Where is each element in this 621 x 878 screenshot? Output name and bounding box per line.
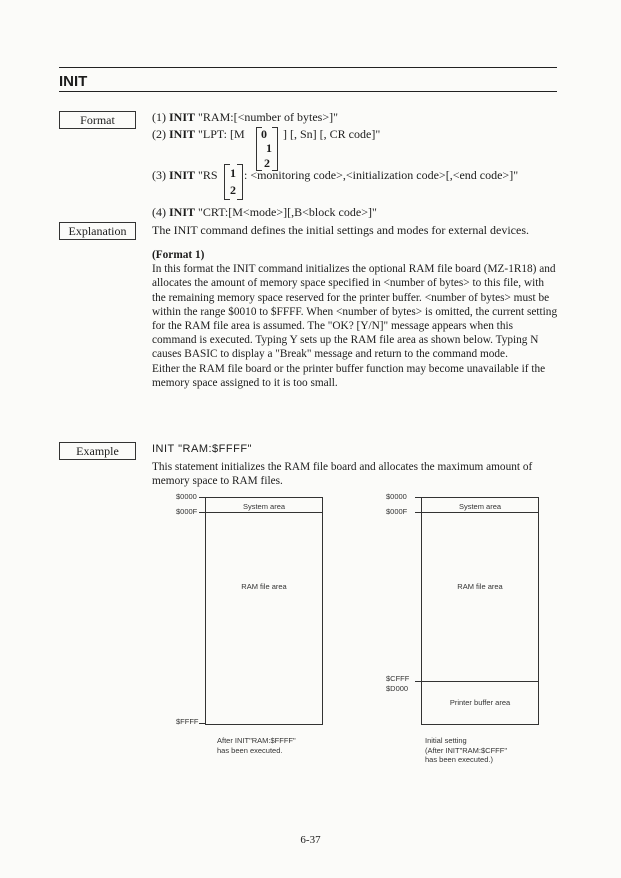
right-tick-cfff	[415, 681, 421, 682]
section-title: INIT	[59, 73, 88, 90]
format-2: (2) INIT "LPT: [M	[152, 127, 245, 141]
format-2-brace-left	[256, 127, 262, 171]
right-addr-0000: $0000	[386, 492, 407, 501]
left-addr-000f: $000F	[176, 507, 198, 516]
left-system-area: System area	[242, 502, 286, 511]
format-3-rest: : <monitoring code>,<initialization code>[,<end code>]"	[244, 168, 519, 182]
explanation-intro: The INIT command defines the initial settings and modes for external devices.	[152, 223, 529, 237]
explanation-body	[152, 248, 560, 390]
format-2-brace-right	[272, 127, 278, 171]
top-rule	[59, 67, 557, 68]
format-label: Format	[59, 111, 136, 129]
right-memory-map	[421, 497, 539, 725]
example-code: INIT "RAM:$FFFF"	[152, 443, 252, 455]
format-1: (1) INIT "RAM:[<number of bytes>]"	[152, 110, 338, 124]
right-addr-cfff: $CFFF	[386, 674, 410, 683]
format-2-option-0: 0	[261, 127, 267, 141]
left-tick-0000	[199, 497, 205, 498]
format-3-option-1: 1	[230, 166, 236, 180]
left-tick-000f	[199, 512, 205, 513]
page-number: 6-37	[300, 834, 321, 846]
explanation-label: Explanation	[59, 222, 136, 240]
left-caption: After INIT"RAM:$FFFF" has been executed.	[217, 736, 296, 755]
title-rule	[59, 91, 557, 92]
example-description: This statement initializes the RAM file board and allocates the maximum amount of memory space to RAM files.	[152, 461, 533, 488]
right-system-area: System area	[458, 502, 502, 511]
format-3-brace-right	[237, 164, 243, 200]
left-tick-ffff	[199, 723, 205, 724]
right-addr-000f: $000F	[386, 507, 408, 516]
format-2-option-2: 2	[264, 156, 270, 170]
format-2-rest: ] [, Sn] [, CR code]"	[283, 127, 381, 141]
explanation-paragraph: In this format the INIT command initializes the optional RAM file board (MZ-1R18) and allocates the amount of memory space specified in <number of bytes> to this file, with the remaining memory space reserved for the printer buffer. <number of bytes> must be within the range $0010 to $FFFF. When <number of bytes> is omitted, the current setting for the RAM file area is assumed. The "OK? [Y/N]" message appears when this command is executed. Typing Y sets up the RAM file area as shown below. Typing N causes BASIC to display a "Break" message and return to the command mode.	[152, 263, 558, 361]
left-addr-0000: $0000	[176, 492, 197, 501]
left-addr-ffff: $FFFF	[176, 717, 199, 726]
left-ram-area: RAM file area	[241, 582, 287, 591]
format-3: (3) INIT "RS	[152, 168, 218, 182]
right-caption: Initial setting (After INIT"RAM:$CFFF" has been executed.)	[425, 736, 507, 764]
left-system-divider	[205, 512, 323, 513]
format-3-option-2: 2	[230, 183, 236, 197]
right-system-divider	[421, 512, 539, 513]
right-printer-area: Printer buffer area	[449, 698, 511, 707]
right-printer-divider	[421, 681, 539, 682]
format-1-heading: (Format 1)	[152, 249, 205, 261]
explanation-paragraph-2: Either the RAM file board or the printer buffer function may become unavailable if the memory space assigned to it is too small.	[152, 362, 546, 389]
example-label: Example	[59, 442, 136, 460]
format-2-option-1: 1	[266, 141, 272, 155]
format-4: (4) INIT "CRT:[M<mode>][,B<block code>]"	[152, 205, 377, 219]
right-tick-000f	[415, 512, 421, 513]
right-tick-0000	[415, 497, 421, 498]
left-memory-map	[205, 497, 323, 725]
right-ram-area: RAM file area	[457, 582, 503, 591]
right-addr-d000: $D000	[386, 684, 409, 693]
